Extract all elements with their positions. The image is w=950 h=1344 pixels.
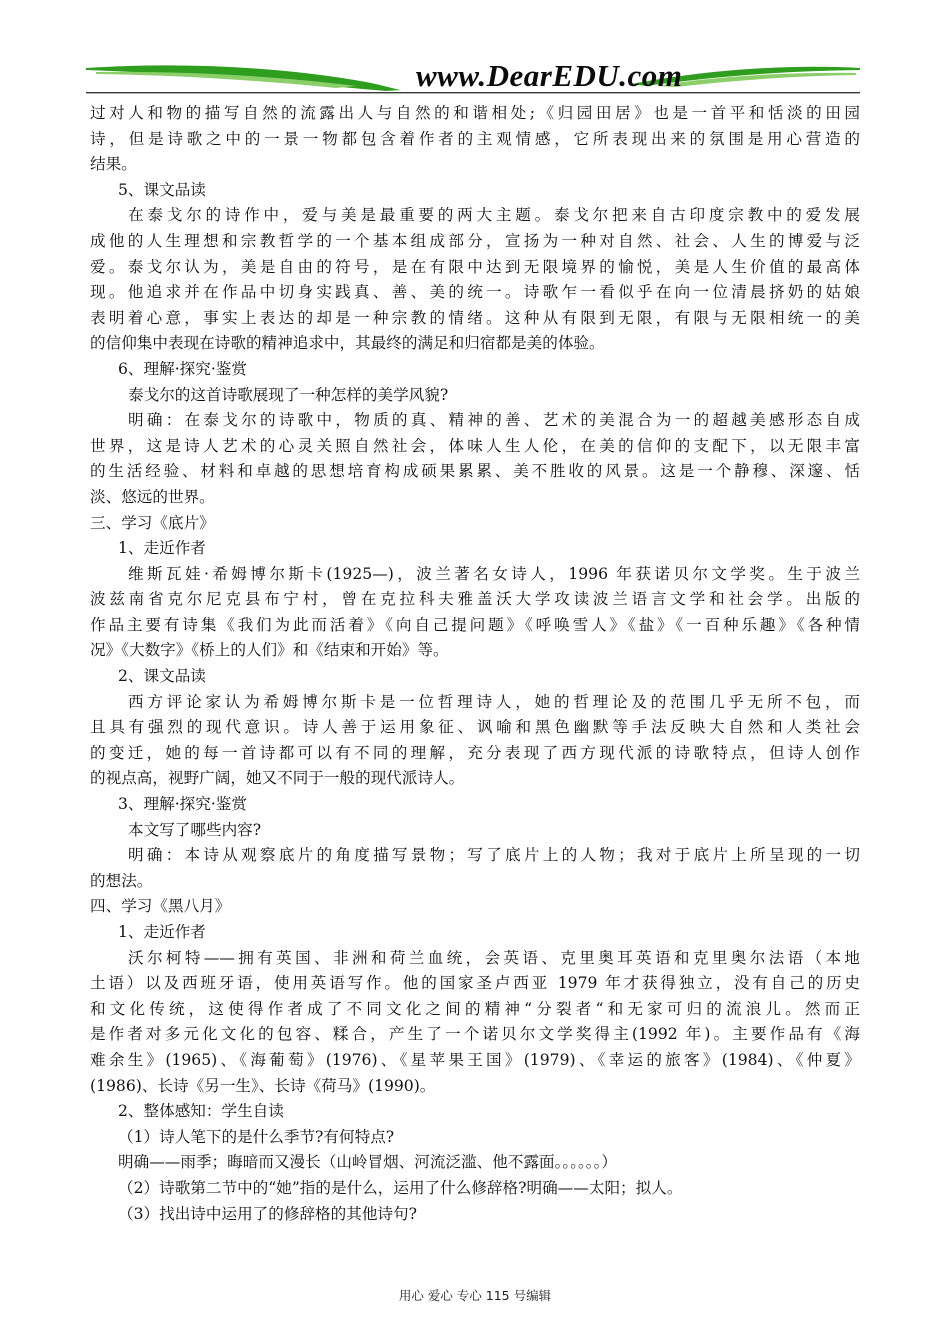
text-line: 本文写了哪些内容? xyxy=(128,820,262,839)
text-line: 和文化传统，这使得作者成了不同文化之间的精神“分裂者“和无家可归的流浪儿。然而正 xyxy=(90,999,860,1018)
text-line: 的信仰集中表现在诗歌的精神追求中，其最终的满足和归宿都是美的体验。 xyxy=(90,334,605,353)
chapter-heading: 三、学习《底片》 xyxy=(90,513,215,532)
text-line: 的视点高，视野广阔，她又不同于一般的现代派诗人。 xyxy=(90,769,465,788)
text-line: 淡、悠远的世界。 xyxy=(90,487,215,506)
text-line: 的变迁，她的每一首诗都可以有不同的理解，充分表现了西方现代派的诗歌特点，但诗人创作 xyxy=(90,743,860,762)
question-line: （3）找出诗中运用了的修辞格的其他诗句? xyxy=(118,1204,417,1223)
text-line: 诗，但是诗歌之中的一景一物都包含着作者的主观情感，它所表现出来的氛围是用心营造的 xyxy=(90,129,860,148)
text-line: 在泰戈尔的诗作中，爱与美是最重要的两大主题。泰戈尔把来自古印度宗教中的爱发展 xyxy=(128,206,860,225)
text-line: 过对人和物的描写自然的流露出人与自然的和谐相处;《归园田居》也是一首平和恬淡的田园 xyxy=(90,104,860,122)
text-line: 成他的人生理想和宗教哲学的一个基本组成部分，宣扬为一种对自然、社会、人生的博爱与泛 xyxy=(90,231,860,250)
section-heading: 3、理解·探究·鉴赏 xyxy=(118,795,247,814)
text-line: 的想法。 xyxy=(90,871,153,890)
text-line: 土语）以及西班牙语，使用英语写作。他的国家圣卢西亚 1979 年才获得独立，没有自己的历史 xyxy=(90,974,860,993)
text-line: 况》《大数字》《桥上的人们》和《结束和开始》等。 xyxy=(90,641,449,660)
section-heading: 1、走近作者 xyxy=(118,923,206,941)
text-line: 且具有强烈的现代意识。诗人善于运用象征、讽喻和黑色幽默等手法反映大自然和人类社会 xyxy=(90,718,860,737)
text-line: 难余生》(1965)、《海葡萄》(1976)、《星苹果王国》(1979)、《幸运的旅客》(1984)、《仲夏》 xyxy=(90,1050,860,1069)
answer-line: 明确——雨季；晦暗而又漫长（山岭冒烟、河流泛滥、他不露面。。。。。。） xyxy=(118,1153,617,1172)
page-header xyxy=(86,56,860,102)
text-line: 世界，这是诗人艺术的心灵关照自然社会，体味人生人伦，在美的信仰的支配下，以无限丰富 xyxy=(90,436,860,455)
site-logo-text: www.DearEDU.com xyxy=(416,58,683,93)
section-heading: 1、走近作者 xyxy=(118,539,206,558)
text-line: 是作者对多元化文化的包容、糅合，产生了一个诺贝尔文学奖得主(1992 年)。主要作品有《海 xyxy=(90,1025,860,1044)
text-line: 维斯瓦娃·希姆博尔斯卡(1925—)，波兰著名女诗人，1996 年获诺贝尔文学奖。生于波兰 xyxy=(128,564,860,583)
text-line: 爱。泰戈尔认为，美是自由的符号，是在有限中达到无限境界的愉悦，美是人生价值的最高体 xyxy=(90,257,860,276)
text-line: 明确：本诗从观察底片的角度描写景物；写了底片上的人物；我对于底片上所呈现的一切 xyxy=(128,846,860,865)
text-line: 表明着心意，事实上表达的却是一种宗教的情绪。这种从有限到无限，有限与无限相统一的美 xyxy=(90,308,860,327)
text-line: 作品主要有诗集《我们为此而活着》《向自己提问题》《呼唤雪人》《盐》《一百种乐趣》《各种情 xyxy=(90,615,860,634)
text-line: 的生活经验、材料和卓越的思想培育构成硕果累累、美不胜收的风景。这是一个静穆、深邃、恬 xyxy=(90,462,860,481)
section-heading: 2、课文品读 xyxy=(118,667,206,686)
section-heading: 6、理解·探究·鉴赏 xyxy=(118,359,247,378)
page-footer: 用心 爱心 专心 115 号编辑 xyxy=(398,1288,552,1303)
question-line: （1）诗人笔下的是什么季节?有何特点? xyxy=(118,1127,395,1146)
document-body xyxy=(90,101,860,1227)
text-line: 西方评论家认为希姆博尔斯卡是一位哲理诗人，她的哲理论及的范围几乎无所不包，而 xyxy=(128,692,860,711)
section-heading: 5、课文品读 xyxy=(118,180,206,199)
text-line: 结果。 xyxy=(90,155,137,174)
text-line: 泰戈尔的这首诗歌展现了一种怎样的美学风貌? xyxy=(128,385,449,404)
text-line: 明确：在泰戈尔的诗歌中，物质的真、精神的善、艺术的美混合为一的超越美感形态自成 xyxy=(128,411,860,430)
chapter-heading: 四、学习《黑八月》 xyxy=(90,897,231,916)
question-line: （2）诗歌第二节中的“她”指的是什么，运用了什么修辞格?明确——太阳；拟人。 xyxy=(118,1178,683,1197)
text-line: 沃尔柯特——拥有英国、非洲和荷兰血统，会英语、克里奥耳英语和克里奥尔法语（本地 xyxy=(128,948,860,967)
text-line: (1986)、长诗《另一生》、长诗《荷马》(1990)。 xyxy=(90,1076,436,1095)
section-heading: 2、整体感知：学生自读 xyxy=(118,1102,284,1121)
text-line: 波兹南省克尔尼克县布宁村，曾在克拉科夫雅盖沃大学攻读波兰语言文学和社会学。出版的 xyxy=(90,590,860,609)
text-line: 现。他追求并在作品中切身实践真、善、美的统一。诗歌乍一看似乎在向一位清晨挤奶的姑娘 xyxy=(90,283,860,302)
